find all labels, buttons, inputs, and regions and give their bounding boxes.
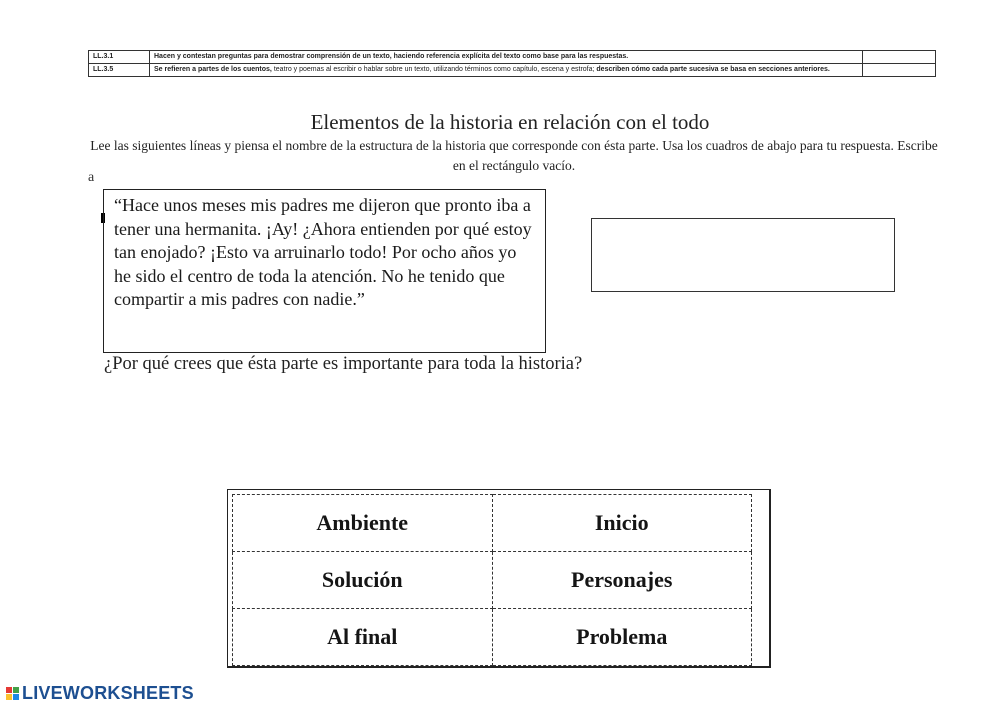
question-text: ¿Por qué crees que ésta parte es importante para toda la historia? xyxy=(104,354,583,374)
standard-row xyxy=(89,64,936,77)
standard-blank-cell xyxy=(863,51,936,64)
choice-ambiente[interactable]: Ambiente xyxy=(233,495,493,552)
standard-blank-cell xyxy=(863,64,936,77)
liveworksheets-logo-icon xyxy=(6,687,19,700)
choice-personajes[interactable]: Personajes xyxy=(492,552,752,609)
standard-code: LL.3.5 xyxy=(89,64,150,77)
story-excerpt: “Hace unos meses mis padres me dijeron que pronto iba a tener una hermanita. ¡Ay! ¿Ahora entienden por qué estoy tan enojado? ¡Esto va arruinarlo todo! Por ocho años yo he sido el centro de toda la atención. No he tenido que compartir a mis padres con nadie.” xyxy=(103,189,546,353)
choice-solucion[interactable]: Solución xyxy=(233,552,493,609)
liveworksheets-logo[interactable] xyxy=(6,683,194,704)
choice-problema[interactable]: Problema xyxy=(492,609,752,666)
standards-table xyxy=(88,50,936,77)
answer-input-box[interactable] xyxy=(591,218,895,292)
standard-row xyxy=(89,51,936,64)
choices-table xyxy=(227,489,771,668)
choices-grid xyxy=(232,494,752,666)
choice-inicio[interactable]: Inicio xyxy=(492,495,752,552)
item-marker: a xyxy=(88,170,95,185)
page-title: Elementos de la historia en relación con el todo xyxy=(310,110,710,134)
standard-text: Hacen y contestan preguntas para demostrar comprensión de un texto, haciendo referencia explícita del texto como base para las respuestas. xyxy=(150,51,863,64)
brand-name: LIVEWORKSHEETS xyxy=(22,683,194,703)
standard-code: LL.3.1 xyxy=(89,51,150,64)
standard-text: Se refieren a partes de los cuentos, teatro y poemas al escribir o hablar sobre un texto, utilizando términos como capítulo, escena y estrofa; describen cómo cada parte sucesiva se basa en secciones anteriores. xyxy=(150,64,863,77)
instructions: Lee las siguientes líneas y piensa el nombre de la estructura de la historia que corresponde con ésta parte. Usa los cuadros de abajo para tu respuesta. Escribe en el rectángulo vacío. xyxy=(90,138,938,173)
choice-al-final[interactable]: Al final xyxy=(233,609,493,666)
